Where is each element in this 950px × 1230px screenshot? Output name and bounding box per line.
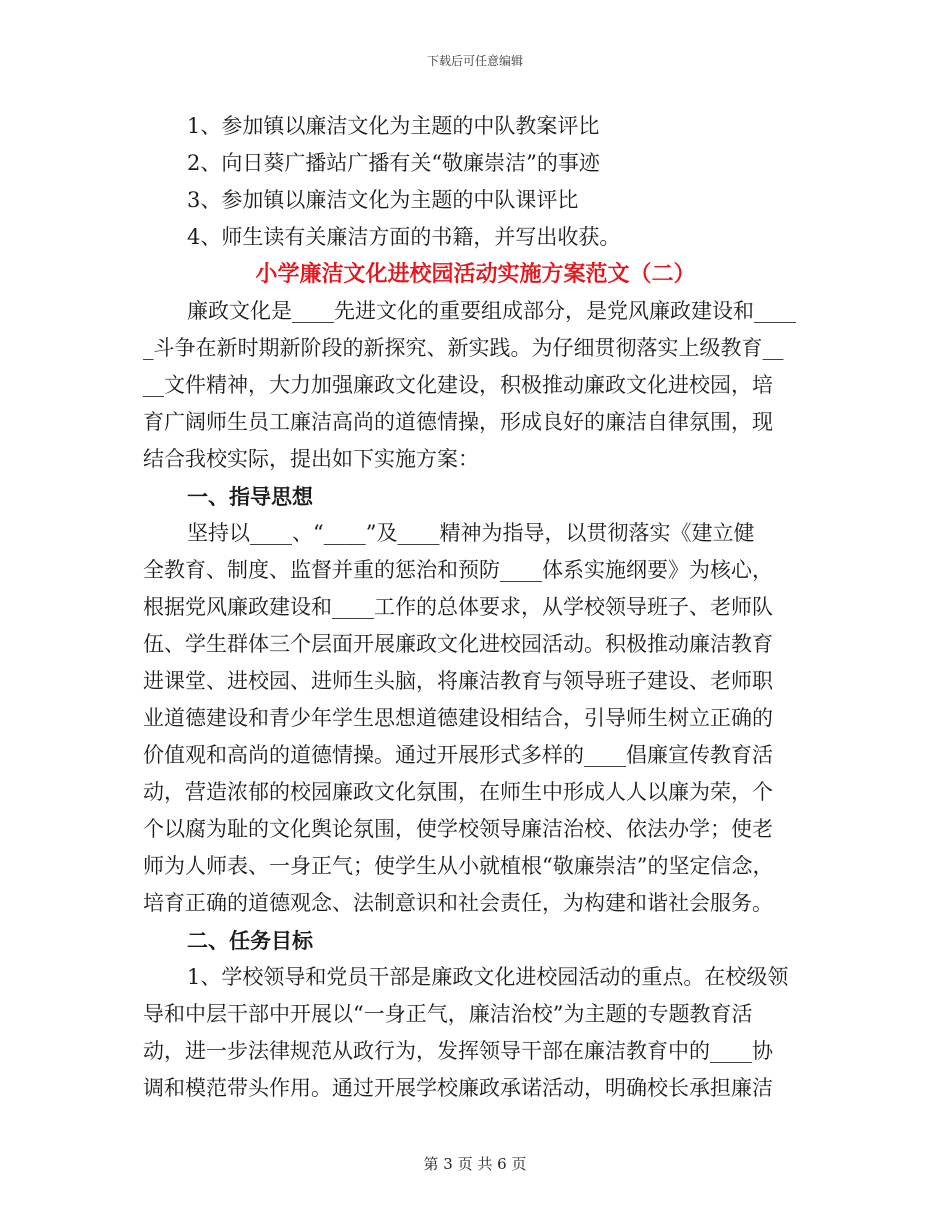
paragraph-line: 进课堂、进校园、进师生头脑，将廉洁教育与领导班子建设、老师职 — [143, 669, 773, 693]
paragraph-line: 根据党风廉政建设和____工作的总体要求，从学校领导班子、老师队 — [143, 595, 773, 619]
paragraph-line: 廉政文化是____先进文化的重要组成部分，是党风廉政建设和____ — [187, 299, 796, 323]
document-title: 小学廉洁文化进校园活动实施方案范文（二） — [255, 261, 696, 287]
task-goals-paragraph — [143, 959, 808, 1107]
page-number: 第 3 页 共 6 页 — [423, 1155, 527, 1173]
document-body — [143, 108, 808, 1107]
paragraph-line: 个以腐为耻的文化舆论氛围，使学校领导廉洁治校、依法办学；使老 — [143, 817, 773, 841]
paragraph-line: 业道德建设和青少年学生思想道德建设相结合，引导师生树立正确的 — [143, 706, 773, 730]
section-heading-task-goals: 二、任务目标 — [187, 928, 313, 953]
guiding-ideology-paragraph — [143, 515, 808, 922]
paragraph-line: _斗争在新时期新阶段的新探究、新实践。为仔细贯彻落实上级教育__ — [143, 336, 784, 360]
paragraph-line: 伍、学生群体三个层面开展廉政文化进校园活动。积极推动廉洁教育 — [143, 632, 773, 656]
paragraph-line: 价值观和高尚的道德情操。通过开展形式多样的____倡廉宣传教育活 — [143, 743, 773, 767]
paragraph-line: 1、学校领导和党员干部是廉政文化进校园活动的重点。在校级领 — [187, 965, 789, 989]
paragraph-line: 师为人师表、一身正气；使学生从小就植根“敬廉崇洁”的坚定信念， — [143, 854, 774, 878]
section-heading-guiding-ideology: 一、指导思想 — [187, 484, 313, 509]
paragraph-line: 动，进一步法律规范从政行为，发挥领导干部在廉洁教育中的____协 — [143, 1039, 773, 1063]
intro-paragraph — [143, 293, 808, 478]
paragraph-line: 培育正确的道德观念、法制意识和社会责任，为构建和谐社会服务。 — [143, 891, 773, 915]
paragraph-line: 结合我校实际，提出如下实施方案： — [143, 447, 479, 471]
paragraph-line: __文件精神，大力加强廉政文化建设，积极推动廉政文化进校园，培 — [143, 373, 773, 397]
paragraph-line: 育广阔师生员工廉洁高尚的道德情操，形成良好的廉洁自律氛围，现 — [143, 410, 773, 434]
page-header-note: 下载后可任意编辑 — [426, 54, 523, 68]
paragraph-line: 动，营造浓郁的校园廉政文化氛围，在师生中形成人人以廉为荣，个 — [143, 780, 773, 804]
paragraph-line: 调和模范带头作用。通过开展学校廉政承诺活动，明确校长承担廉洁 — [143, 1076, 773, 1100]
list-item: 4、师生读有关廉洁方面的书籍，并写出收获。 — [187, 225, 621, 249]
paragraph-line: 导和中层干部中开展以“一身正气，廉洁治校”为主题的专题教育活 — [143, 1002, 753, 1026]
paragraph-line: 全教育、制度、监督并重的惩治和预防____体系实施纲要》为核心， — [143, 558, 773, 582]
paragraph-line: 坚持以____、“____”及____精神为指导，以贯彻落实《建立健 — [187, 521, 755, 545]
list-item: 3、参加镇以廉洁文化为主题的中队课评比 — [187, 188, 579, 212]
list-item: 2、向日葵广播站广播有关“敬廉崇洁”的事迹 — [187, 151, 600, 175]
list-item: 1、参加镇以廉洁文化为主题的中队教案评比 — [187, 114, 600, 138]
